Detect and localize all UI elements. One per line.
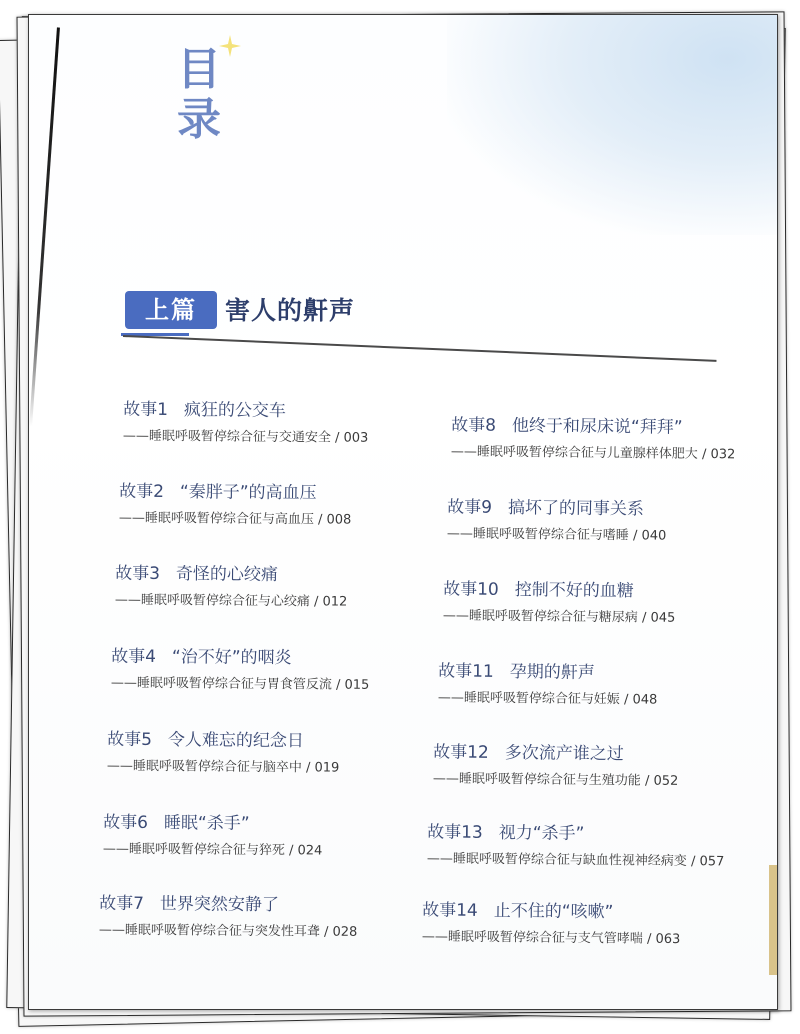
entry-subtitle: ——睡眠呼吸暂停综合征与儿童腺样体肥大 / 032 xyxy=(450,444,736,463)
entry-title-text: 令人难忘的纪念日 xyxy=(167,730,305,752)
entry-title xyxy=(119,480,439,507)
entry-number: 故事13 xyxy=(427,822,483,843)
toc-entry[interactable] xyxy=(119,480,439,531)
toc-entry[interactable] xyxy=(111,645,431,696)
entry-title xyxy=(447,495,767,522)
toc-entry[interactable] xyxy=(422,898,742,949)
entry-subtitle: ——睡眠呼吸暂停综合征与缺血性视神经病变 / 057 xyxy=(426,851,725,870)
section-title: 害人的鼾声 xyxy=(225,296,356,325)
toc-entry[interactable] xyxy=(433,740,753,791)
entry-title xyxy=(99,892,419,919)
entry-title-text: 睡眠“杀手” xyxy=(163,813,250,834)
entry-number: 故事4 xyxy=(111,646,157,667)
toc-page xyxy=(28,14,778,1010)
entry-title-text: 控制不好的血糖 xyxy=(514,580,634,602)
entry-title-text: 搞坏了的同事关系 xyxy=(507,497,645,520)
entry-subtitle: ——睡眠呼吸暂停综合征与糖尿病 / 045 xyxy=(442,608,676,626)
entry-title xyxy=(443,577,763,604)
entry-title-text: 止不住的“咳嗽” xyxy=(493,901,614,923)
toc-entry[interactable] xyxy=(427,820,747,871)
entry-number: 故事1 xyxy=(123,399,169,420)
entry-title-text: “秦胖子”的高血压 xyxy=(179,482,317,504)
entry-title xyxy=(103,811,423,838)
entry-title-text: 多次流产谁之过 xyxy=(504,743,624,765)
entry-title-text: 奇怪的心绞痛 xyxy=(175,564,279,586)
entry-title-text: 世界突然安静了 xyxy=(159,894,280,916)
entry-number: 故事14 xyxy=(422,900,478,921)
toc-entry[interactable] xyxy=(447,495,767,546)
entry-number: 故事6 xyxy=(103,812,149,833)
toc-entry[interactable] xyxy=(438,659,758,710)
entry-title xyxy=(111,645,431,672)
entry-title-text: “治不好”的咽炎 xyxy=(171,647,292,669)
entry-subtitle: ——睡眠呼吸暂停综合征与心绞痛 / 012 xyxy=(114,592,348,610)
entry-subtitle: ——睡眠呼吸暂停综合征与突发性耳聋 / 028 xyxy=(98,922,358,940)
toc-entry[interactable] xyxy=(123,398,443,449)
entry-subtitle: ——睡眠呼吸暂停综合征与猝死 / 024 xyxy=(102,841,323,859)
heading-char: 录 xyxy=(177,94,221,145)
entry-number: 故事8 xyxy=(451,415,497,436)
entry-number: 故事3 xyxy=(115,563,161,584)
sky-decoration xyxy=(447,15,777,235)
entry-subtitle: ——睡眠呼吸暂停综合征与高血压 / 008 xyxy=(118,510,352,528)
entry-subtitle: ——睡眠呼吸暂停综合征与胃食管反流 / 015 xyxy=(110,675,370,693)
toc-entry[interactable] xyxy=(451,413,771,464)
entry-subtitle: ——睡眠呼吸暂停综合征与嗜睡 / 040 xyxy=(446,526,667,544)
toc-entry[interactable] xyxy=(115,562,435,613)
entry-number: 故事12 xyxy=(433,742,489,763)
entry-number: 故事11 xyxy=(438,661,494,682)
heading-char: 目 xyxy=(177,44,221,95)
sparkle-icon xyxy=(219,35,241,57)
toc-entry[interactable] xyxy=(443,577,763,628)
entry-title-text: 孕期的鼾声 xyxy=(509,662,595,683)
entry-number: 故事2 xyxy=(119,481,165,502)
entry-title xyxy=(427,820,747,847)
entry-title xyxy=(123,398,443,425)
entry-number: 故事7 xyxy=(99,893,145,914)
entry-title xyxy=(451,413,771,440)
entry-number: 故事10 xyxy=(443,579,499,600)
entry-number: 故事9 xyxy=(447,497,493,518)
book-spine-shadow xyxy=(29,27,60,426)
entry-subtitle: ——睡眠呼吸暂停综合征与支气管哮喘 / 063 xyxy=(421,929,681,948)
entry-title-text: 他终于和尿床说“拜拜” xyxy=(511,415,683,438)
entry-title xyxy=(433,740,753,767)
entry-title xyxy=(107,728,427,755)
section-tag: 上篇 xyxy=(125,291,217,329)
entry-title xyxy=(115,562,435,589)
section-divider xyxy=(123,335,717,362)
toc-entry[interactable] xyxy=(107,728,427,779)
entry-subtitle: ——睡眠呼吸暂停综合征与脑卒中 / 019 xyxy=(106,758,340,776)
entry-subtitle: ——睡眠呼吸暂停综合征与妊娠 / 048 xyxy=(437,690,658,708)
entry-title-text: 疯狂的公交车 xyxy=(183,400,287,422)
toc-entry[interactable] xyxy=(103,811,423,862)
toc-entry[interactable] xyxy=(99,892,419,943)
entry-subtitle: ——睡眠呼吸暂停综合征与交通安全 / 003 xyxy=(122,428,369,446)
page-heading xyxy=(177,45,237,145)
entry-subtitle: ——睡眠呼吸暂停综合征与生殖功能 / 052 xyxy=(432,771,679,789)
entry-title xyxy=(422,898,742,925)
entry-title-text: 视力“杀手” xyxy=(498,823,585,844)
entry-title xyxy=(438,659,758,686)
entry-number: 故事5 xyxy=(107,729,153,750)
page-edge-accent xyxy=(769,865,777,975)
